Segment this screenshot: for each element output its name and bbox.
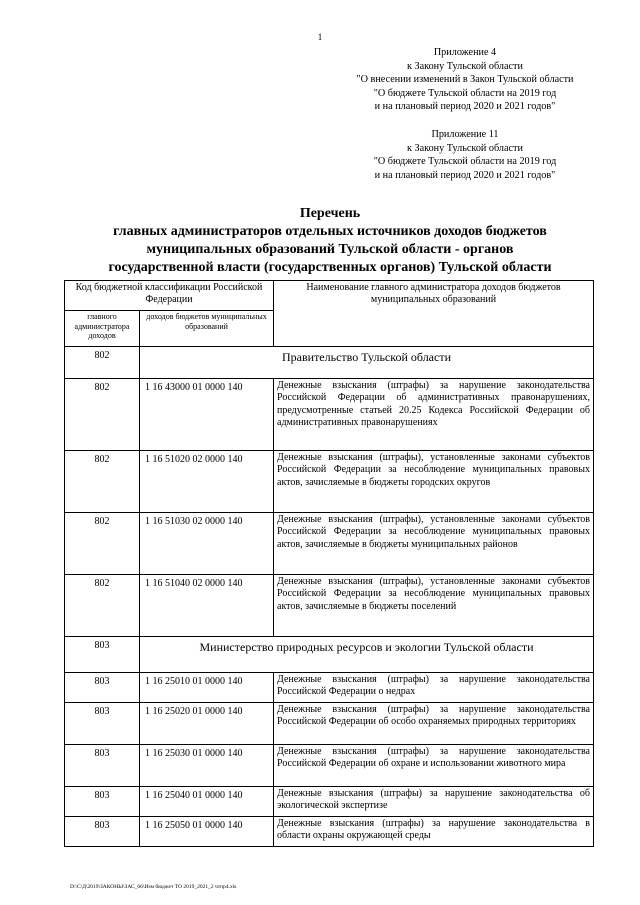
income-name-cell: Денежные взыскания (штрафы), установленные законами субъектов Российской Федерации за несоблюдение муниципальных правовых актов, зачисляемые в бюджеты муниципальных районов: [274, 513, 594, 575]
title-line: муниципальных образований Тульской области - органов: [146, 242, 514, 257]
table-row: [65, 451, 594, 513]
appendix-line: "О бюджете Тульской области на 2019 год: [373, 156, 557, 167]
admin-code-cell: 802: [65, 379, 140, 451]
appendix-11-block: [320, 128, 610, 182]
income-name-cell: Денежные взыскания (штрафы) за нарушение законодательства Российской Федерации о недрах: [274, 673, 594, 703]
appendix-4-block: [320, 46, 610, 114]
income-name-cell: Денежные взыскания (штрафы), установленные законами субъектов Российской Федерации за несоблюдение муниципальных правовых актов, зачисляемые в бюджеты поселений: [274, 575, 594, 637]
income-name-cell: Денежные взыскания (штрафы) за нарушение законодательства Российской Федерации об охране и использовании животного мира: [274, 745, 594, 787]
title-line: главных администраторов отдельных источников доходов бюджетов: [113, 224, 547, 239]
admin-code-cell: 803: [65, 817, 140, 847]
admin-code-cell: 803: [65, 703, 140, 745]
appendix-line: и на плановый период 2020 и 2021 годов": [374, 101, 556, 112]
income-name-cell: Денежные взыскания (штрафы), установленные законами субъектов Российской Федерации за несоблюдение муниципальных правовых актов, зачисляемые в бюджеты городских округов: [274, 451, 594, 513]
header-code-group: Код бюджетной классификации Российской Федерации: [65, 281, 274, 311]
appendix-line: и на плановый период 2020 и 2021 годов": [374, 169, 556, 181]
table-row: [65, 817, 594, 847]
income-code-cell: 1 16 43000 01 0000 140: [140, 379, 274, 451]
appendix-line: к Закону Тульской области: [407, 142, 523, 154]
section-title-cell: Правительство Тульской области: [140, 347, 594, 379]
admin-code-cell: 802: [65, 575, 140, 637]
table-header-row: [65, 281, 594, 311]
document-title: [70, 205, 590, 277]
admin-code-cell: 803: [65, 787, 140, 817]
income-code-cell: 1 16 51020 02 0000 140: [140, 451, 274, 513]
table-row: [65, 575, 594, 637]
appendix-line: Приложение 11: [431, 129, 499, 140]
income-code-cell: 1 16 51040 02 0000 140: [140, 575, 274, 637]
administrators-table: [64, 280, 594, 847]
income-code-cell: 1 16 25010 01 0000 140: [140, 673, 274, 703]
admin-code-cell: 803: [65, 673, 140, 703]
income-name-cell: Денежные взыскания (штрафы) за нарушение законодательства в области охраны окружающей среды: [274, 817, 594, 847]
title-line: Перечень: [299, 206, 361, 221]
admin-code-cell: 802: [65, 513, 140, 575]
income-name-cell: Денежные взыскания (штрафы) за нарушение законодательства Российской Федерации об административных правонарушениях, предусмотренные статьей 20.25 Кодекса Российской Федерации об административных правонарушениях: [274, 379, 594, 451]
header-income: доходов бюджетов муниципальных образований: [140, 311, 274, 347]
table-row: [65, 703, 594, 745]
table-row: [65, 745, 594, 787]
header-admin: главного администратора доходов: [65, 311, 140, 347]
appendix-line: к Закону Тульской области: [407, 60, 523, 72]
income-code-cell: 1 16 25040 01 0000 140: [140, 787, 274, 817]
admin-code-cell: 802: [65, 347, 140, 379]
admin-code-cell: 803: [65, 745, 140, 787]
income-code-cell: 1 16 25050 01 0000 140: [140, 817, 274, 847]
section-title-cell: Министерство природных ресурсов и экологии Тульской области: [140, 637, 594, 673]
income-code-cell: 1 16 25020 01 0000 140: [140, 703, 274, 745]
page-number: 1: [317, 32, 323, 42]
appendix-line: "О бюджете Тульской области на 2019 год: [373, 87, 557, 99]
section-row: [65, 347, 594, 379]
admin-code-cell: 803: [65, 637, 140, 673]
admin-code-cell: 802: [65, 451, 140, 513]
section-row: [65, 637, 594, 673]
table-row: [65, 673, 594, 703]
file-path-footer: D:\С\Д\2019\ЗАКОНЫ\ЗАС_66\Изм бюджет ТО 2019_2021_2 чтпр4.xls: [70, 884, 237, 890]
table-row: [65, 379, 594, 451]
income-name-cell: Денежные взыскания (штрафы) за нарушение законодательства об экологической экспертизе: [274, 787, 594, 817]
table-row: [65, 513, 594, 575]
appendix-line: "О внесении изменений в Закон Тульской области: [356, 74, 574, 85]
title-line: государственной власти (государственных органов) Тульской области: [108, 260, 552, 275]
header-name: Наименование главного администратора доходов бюджетов муниципальных образований: [274, 281, 594, 347]
table-row: [65, 787, 594, 817]
income-code-cell: 1 16 51030 02 0000 140: [140, 513, 274, 575]
appendix-line: Приложение 4: [433, 47, 497, 58]
income-name-cell: Денежные взыскания (штрафы) за нарушение законодательства Российской Федерации об особо охраняемых природных территориях: [274, 703, 594, 745]
income-code-cell: 1 16 25030 01 0000 140: [140, 745, 274, 787]
